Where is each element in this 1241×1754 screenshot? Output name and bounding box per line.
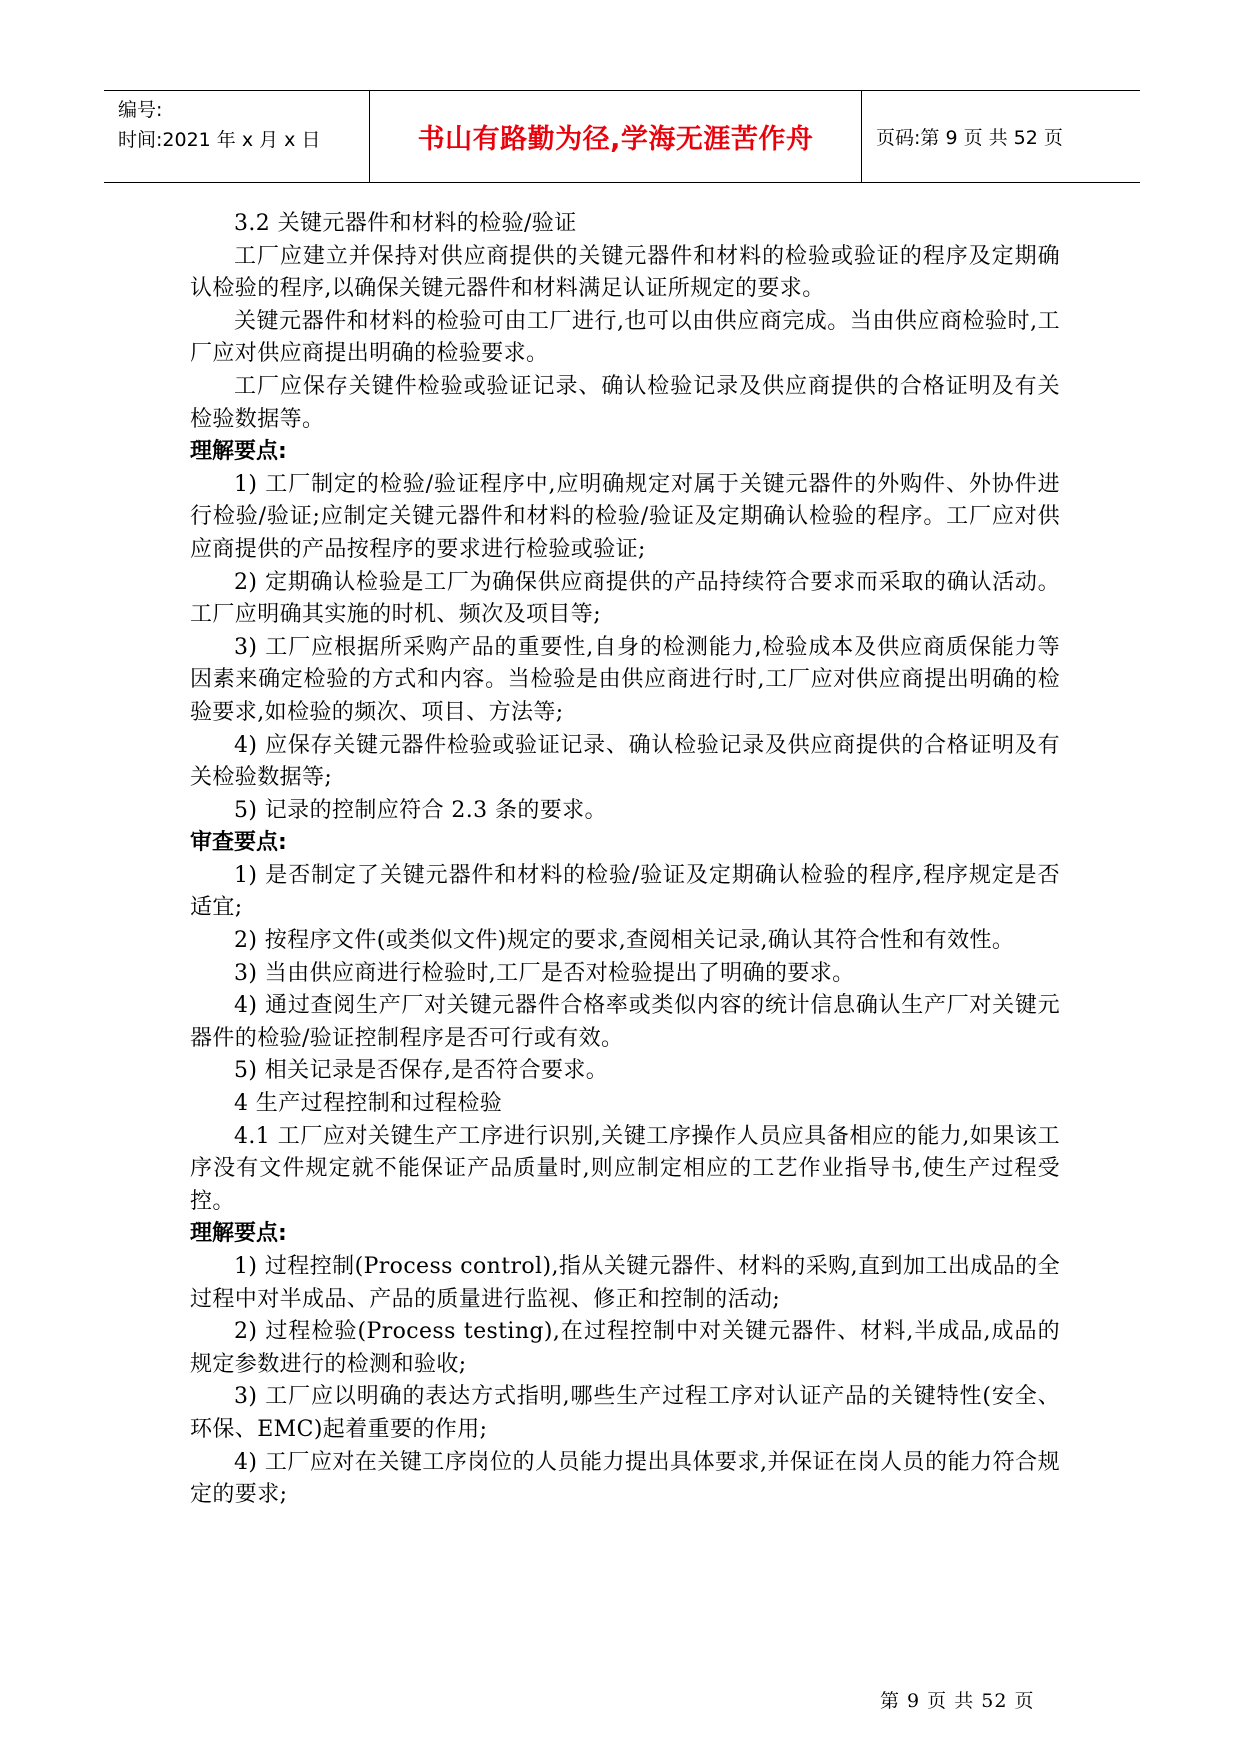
paragraph: 3.2 关键元器件和材料的检验/验证	[234, 211, 577, 236]
page-footer: 第 9 页 共 52 页	[880, 1690, 1035, 1712]
section-heading: 理解要点:	[190, 1221, 287, 1247]
paragraph: 3) 工厂应以明确的表达方式指明,哪些生产过程工序对认证产品的关键特性(安全、环保、EMC)起着重要的作用;	[190, 1384, 1060, 1442]
paragraph: 3) 工厂应根据所采购产品的重要性,自身的检测能力,检验成本及供应商质保能力等因素来确定检验的方式和内容。当检验是由供应商进行时,工厂应对供应商提出明确的检验要求,如检验的频次、项目、方法等;	[190, 634, 1060, 725]
header-number-label: 编号:	[118, 99, 163, 121]
header-meta	[104, 91, 369, 182]
section-heading: 理解要点:	[190, 439, 287, 465]
paragraph: 4) 应保存关键元器件检验或验证记录、确认检验记录及供应商提供的合格证明及有关检验数据等;	[190, 732, 1060, 791]
section-heading: 审查要点:	[190, 830, 287, 856]
paragraph: 1) 过程控制(Process control),指从关键元器件、材料的采购,直到加工出成品的全过程中对半成品、产品的质量进行监视、修正和控制的活动;	[190, 1254, 1060, 1312]
paragraph: 工厂应建立并保持对供应商提供的关键元器件和材料的检验或验证的程序及定期确认检验的程序,以确保关键元器件和材料满足认证所规定的要求。	[190, 243, 1060, 302]
paragraph: 2) 按程序文件(或类似文件)规定的要求,查阅相关记录,确认其符合性和有效性。	[234, 928, 1015, 954]
header-motto: 书山有路勤为径,学海无涯苦作舟	[417, 124, 814, 155]
paragraph: 4 生产过程控制和过程检验	[234, 1091, 503, 1117]
header-motto-cell	[369, 91, 862, 182]
paragraph: 关键元器件和材料的检验可由工厂进行,也可以由供应商完成。当由供应商检验时,工厂应对供应商提出明确的检验要求。	[190, 308, 1060, 367]
paragraph: 4) 工厂应对在关键工序岗位的人员能力提出具体要求,并保证在岗人员的能力符合规定的要求;	[190, 1449, 1060, 1508]
paragraph: 工厂应保存关键件检验或验证记录、确认检验记录及供应商提供的合格证明及有关检验数据等。	[190, 373, 1060, 432]
paragraph: 5) 记录的控制应符合 2.3 条的要求。	[234, 797, 607, 823]
paragraph: 2) 过程检验(Process testing),在过程控制中对关键元器件、材料,半成品,成品的规定参数进行的检测和验收;	[190, 1319, 1060, 1377]
paragraph: 5) 相关记录是否保存,是否符合要求。	[234, 1058, 609, 1084]
paragraph: 4.1 工厂应对关键生产工序进行识别,关键工序操作人员应具备相应的能力,如果该工序没有文件规定就不能保证产品质量时,则应制定相应的工艺作业指导书,使生产过程受控。	[190, 1123, 1060, 1214]
document-header	[104, 90, 1140, 183]
paragraph: 1) 是否制定了关键元器件和材料的检验/验证及定期确认检验的程序,程序规定是否适宜;	[190, 862, 1060, 921]
paragraph: 2) 定期确认检验是工厂为确保供应商提供的产品持续符合要求而采取的确认活动。工厂应明确其实施的时机、频次及项目等;	[190, 569, 1060, 628]
header-page-info: 页码:第 9 页 共 52 页	[876, 127, 1063, 149]
header-time-label: 时间:2021 年 x 月 x 日	[118, 129, 321, 151]
paragraph: 3) 当由供应商进行检验时,工厂是否对检验提出了明确的要求。	[234, 960, 855, 986]
document-body	[190, 208, 1060, 1512]
paragraph: 4) 通过查阅生产厂对关键元器件合格率或类似内容的统计信息确认生产厂对关键元器件的检验/验证控制程序是否可行或有效。	[190, 993, 1060, 1051]
paragraph: 1) 工厂制定的检验/验证程序中,应明确规定对属于关键元器件的外购件、外协件进行检验/验证;应制定关键元器件和材料的检验/验证及定期确认检验的程序。工厂应对供应商提供的产品按程序的要求进行检验或验证;	[190, 471, 1060, 562]
